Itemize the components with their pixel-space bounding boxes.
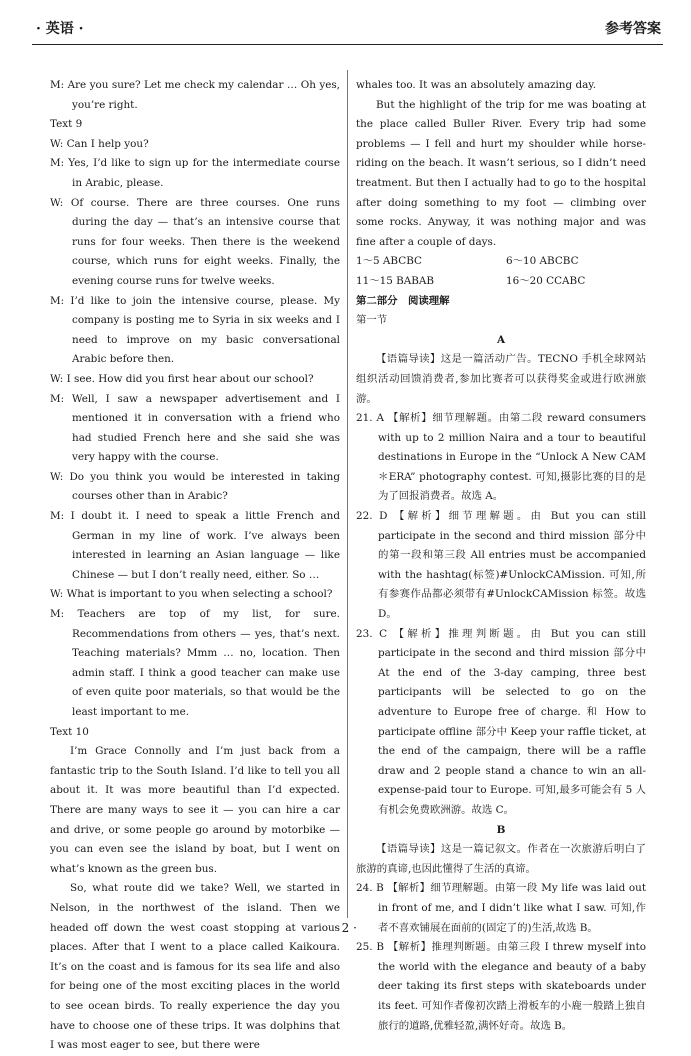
transcript-continuation	[356, 76, 646, 252]
left-column	[50, 76, 340, 1052]
transcript-paragraph: M: Teachers are top of my list, for sure. Recommendations from others — yes, that’s next. Teaching materials? Mmm … no, location. Then admin staff. I think a good teacher can make use of even quite poor materials, so that would be the least important to me.	[50, 608, 340, 718]
answer-explanation: 23. C 【解析】推理判断题。由 But you can still participate in the second and third mission 部分中 At the end of the 3-day camping, three best participants will be selected to go on the adventure to Europe free of charge. 和 How to participate offline 部分中 Keep your raffle ticket, at the end of the campaign, there will be a raffle draw and 2 people stand a chance to win an all-expense-paid tour to Europe. 可知,最多可能会有 5 人有机会免费欧洲游。故选 C。	[356, 627, 646, 816]
passage-guide: 【语篇导读】这是一篇记叙文。作者在一次旅游后明白了旅游的真谛,也因此懂得了生活的真谛。	[356, 843, 646, 875]
section-title: 第一节	[356, 314, 388, 327]
passage-letter: B	[496, 823, 506, 836]
transcript-paragraph: W: Do you think you would be interested in taking courses other than in Arabic?	[50, 470, 340, 503]
transcript-paragraph: M: I’d like to join the intensive course, please. My company is posting me to Syria in six weeks and I need to improve on my basic conversational Arabic before then.	[50, 294, 340, 366]
transcript-paragraph: M: Yes, I’d like to sign up for the intermediate course in Arabic, please.	[50, 157, 340, 189]
answer-explanation: 22. D 【解析】细节理解题。由 But you can still participate in the second and third mission 部分中的第一段和第三段 All entries must be accompanied with the hashtag(标签)#UnlockCAMission. 可知,所有参赛作品都必须带有#UnlockCAMission 标签。故选 D。	[356, 510, 646, 621]
transcript-paragraph: whales too. It was an absolutely amazing day.	[356, 79, 597, 91]
right-column	[356, 76, 646, 1032]
transcript-paragraph: M: Are you sure? Let me check my calendar … Oh yes, you’re right.	[50, 79, 340, 111]
answer-explanation: 25. B 【解析】推理判断题。由第三段 I threw myself into the world with the elegance and beauty of a baby deer taking its first steps with skateboards under its feet. 可知作者像初次踏上滑板车的小鹿一般踏上独自旅行的道路,优雅轻盈,满怀好奇。故选 B。	[356, 941, 646, 1032]
transcript-paragraph: M: Well, I saw a newspaper advertisement and I mentioned it in conversation with a friend who had studied French here and she said she was very happy with the course.	[50, 392, 340, 464]
page-number: · 2 ·	[334, 921, 357, 935]
header-title: 参考答案	[605, 21, 661, 37]
passage-letter: A	[496, 333, 506, 346]
answer-key: 11～15 BABAB	[356, 274, 435, 287]
transcript-paragraph: But the highlight of the trip for me was boating at the place called Buller River. Every trip had some problems — I fell and hurt my shoulder while horse-riding on the beach. It wasn’t serious, so I didn’t need treatment. But then I actually had to go to the hospital after doing something to my foot — climbing over some rocks. Anyway, it was nothing major and was fine after a couple of days.	[356, 98, 646, 248]
column-divider	[347, 70, 348, 918]
answer-row	[356, 272, 646, 292]
part-title: 第二部分 阅读理解	[356, 294, 450, 307]
answer-key: 6～10 ABCBC	[506, 255, 579, 268]
transcript-paragraph: M: I doubt it. I need to speak a little French and German in my line of work. I’ve always been interested in learning an Asian language — like Chinese — but I don’t really need, either. So …	[50, 510, 340, 581]
text-heading: Text 10	[50, 725, 89, 738]
answer-row	[356, 252, 646, 272]
text-heading: Text 9	[50, 118, 83, 131]
transcript-paragraph: W: Can I help you?	[50, 137, 149, 150]
subject-label: · 英语 ·	[36, 21, 84, 37]
transcript-paragraph: W: What is important to you when selecting a school?	[50, 588, 333, 601]
answer-explanation: 21. A 【解析】细节理解题。由第二段 reward consumers with up to 2 million Naira and a tour to beautiful destinations in Europe in the “Unlock A New CAM＊ERA” photography contest. 可知,摄影比赛的目的是为了回报消费者。故选 A。	[356, 412, 646, 503]
page-header	[32, 14, 663, 45]
transcript-paragraph: So, what route did we take? Well, we started in Nelson, in the northwest of the island. Then we headed off down the west coast stopping at various places. After that I went to a place called Kaikoura. It’s on the coast and is famous for its sea life and also for being one of the most exciting places in the world to see ocean birds. To really experience the day you have to choose one of these trips. It was dolphins that I was most eager to see, but there were	[50, 882, 340, 1052]
transcript-paragraph: W: I see. How did you first hear about our school?	[50, 372, 314, 385]
answer-key: 1～5 ABCBC	[356, 255, 422, 268]
answer-key: 16～20 CCABC	[506, 274, 586, 287]
transcript-paragraph: W: Of course. There are three courses. One runs during the day — that’s an intensive course that runs for four weeks. Then there is the weekend course, which runs for eight weeks. Finally, the evening course runs for twelve weeks.	[50, 196, 340, 287]
passage-guide: 【语篇导读】这是一篇活动广告。TECNO 手机全球网站组织活动回馈消费者,参加比赛者可以获得奖金或进行欧洲旅游。	[356, 353, 646, 405]
answer-explanation: 24. B 【解析】细节理解题。由第一段 My life was laid out in front of me, and I didn’t like what I saw. 可知,作者不喜欢铺展在面前的(固定了的)生活,故选 B。	[356, 882, 646, 934]
transcript-paragraph: I’m Grace Connolly and I’m just back from a fantastic trip to the South Island. I’d like to tell you all about it. It was more beautiful than I’d expected. There are many ways to see it — you can hire a car and drive, or some people go around by motorbike — you can even see the island by boat, but I went on what’s known as the green bus.	[50, 745, 340, 875]
